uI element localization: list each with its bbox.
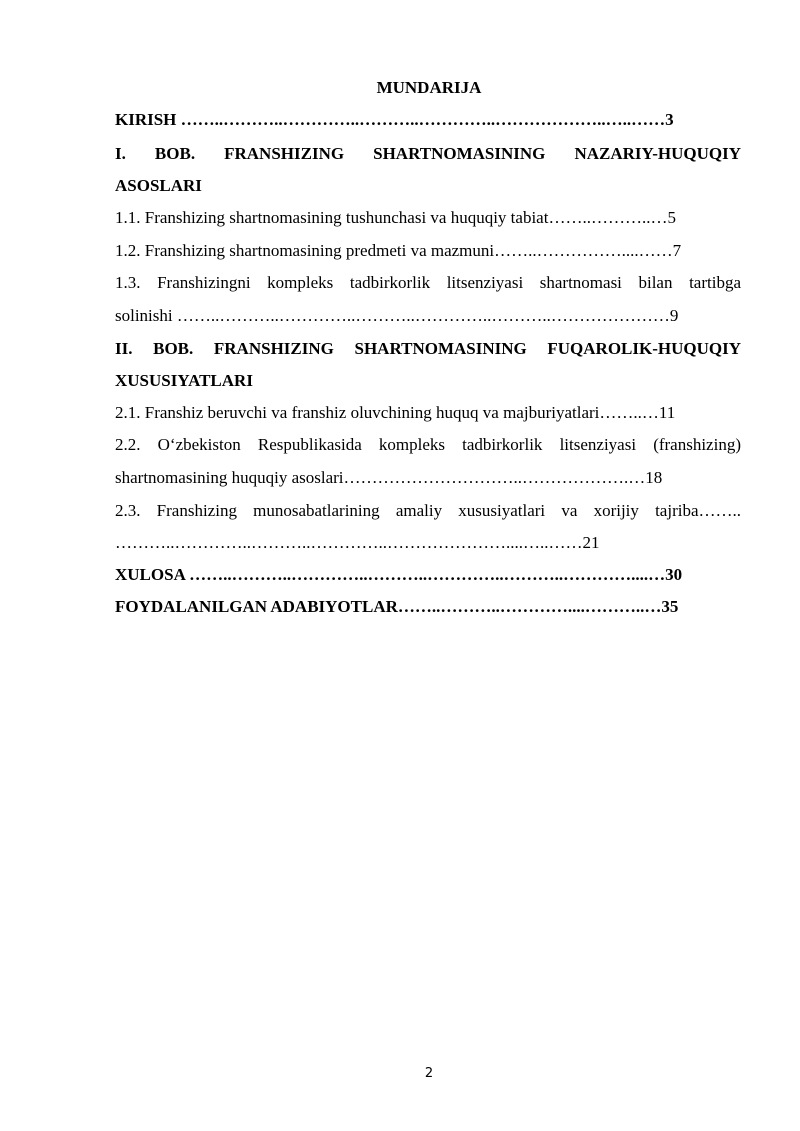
toc-title: MUNDARIJA xyxy=(376,78,482,97)
toc-entry-2-2: 2.2. O‘zbekiston Respublikasida kompleks tadbirkorlik litsenziyasi (franshizing) xyxy=(115,435,741,454)
toc-chapter-1-heading: I. BOB. FRANSHIZING SHARTNOMASINING NAZARIY-HUQUQIY xyxy=(115,144,741,163)
toc-entry-1-2: 1.2. Franshizing shartnomasining predmeti va mazmuni……..……………....……7 xyxy=(115,241,682,260)
toc-entry-1-1: 1.1. Franshizing shartnomasining tushunchasi va huquqiy tabiat……..………..…5 xyxy=(115,208,676,227)
toc-entry-2-2-cont: shartnomasining huquqiy asoslari…………………………..……………….…18 xyxy=(115,468,663,487)
toc-chapter-2-heading: II. BOB. FRANSHIZING SHARTNOMASINING FUQAROLIK-HUQUQIY xyxy=(115,339,741,358)
toc-entry-adabiyotlar: FOYDALANILGAN ADABIYOTLAR……..………..…………....………..…35 xyxy=(115,597,679,616)
page-number: 2 xyxy=(424,1066,434,1081)
toc-entry-1-3: 1.3. Franshizingni kompleks tadbirkorlik litsenziyasi shartnomasi bilan tartibga xyxy=(115,273,741,292)
toc-chapter-1-heading-cont: ASOSLARI xyxy=(115,176,202,195)
toc-entry-2-3: 2.3. Franshizing munosabatlarining amaliy xususiyatlari va xorijiy tajriba…….. xyxy=(115,501,741,520)
toc-entry-xulosa: XULOSA ……..………..…………..………..…………..………..…………....…30 xyxy=(115,565,683,584)
toc-entry-2-1: 2.1. Franshiz beruvchi va franshiz oluvchining huquq va majburiyatlari……..…11 xyxy=(115,403,676,422)
toc-entry-1-3-cont: solinishi ……..………..…………..………..…………..………..…………………9 xyxy=(115,306,679,325)
toc-entry-2-3-cont: ………..…………..………..…………..…………………....…..……21 xyxy=(115,533,600,552)
toc-entry-kirish: KIRISH ……..………..…………..………..…………..………………..…..……3 xyxy=(115,110,674,129)
toc-chapter-2-heading-cont: XUSUSIYATLARI xyxy=(115,371,253,390)
